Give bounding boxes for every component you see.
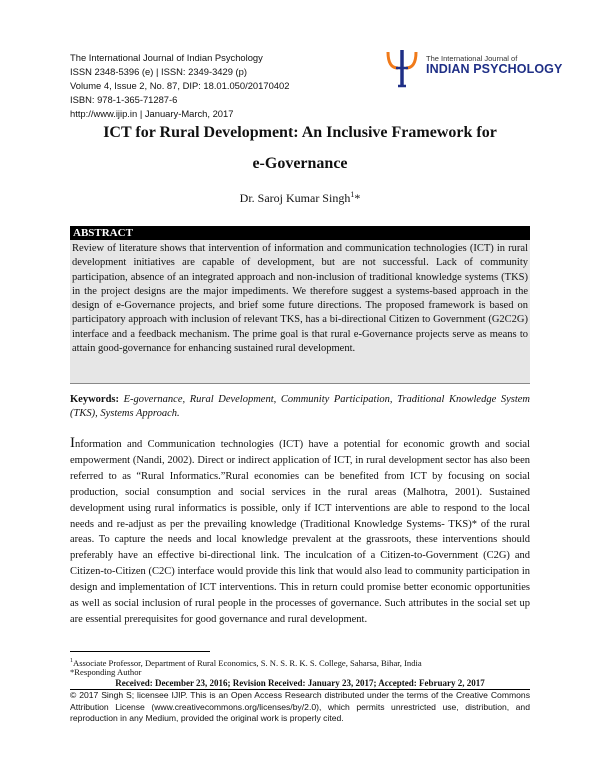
isbn: ISBN: 978-1-365-71287-6 [70, 94, 178, 105]
license-text: © 2017 Singh S; licensee IJIP. This is an Open Access Research distributed under the terms of the Creative Commons Attribution License (www.creativecommons.org/licenses/by/2.0), which permits unrestricted use, distribution, and reproduction in any Medium, provided the original work is properly cited. [70, 690, 530, 723]
author-star: * [354, 191, 361, 205]
body-paragraph [70, 436, 530, 628]
abstract-heading: ABSTRACT [70, 226, 530, 240]
received-dates: Received: December 23, 2016; Revision Received: January 23, 2017; Accepted: February 2, 2017 [115, 678, 485, 688]
footnote-mark: 1 [70, 658, 73, 664]
paper-title-line-2: e-Governance [252, 155, 348, 172]
trident-logo-icon [380, 46, 424, 90]
keywords-label: Keywords: [70, 394, 119, 405]
logo-subtitle: The International Journal of [426, 54, 518, 63]
paper-title-line-1: ICT for Rural Development: An Inclusive Framework for [103, 124, 497, 141]
logo-title: INDIAN PSYCHOLOGY [426, 62, 563, 76]
volume-info: Volume 4, Issue 2, No. 87, DIP: 18.01.050/20170402 [70, 80, 290, 91]
journal-logo [380, 46, 563, 90]
keywords-text: E-governance, Rural Development, Community Participation, Traditional Knowledge System (TKS), Systems Approach. [70, 394, 530, 419]
affiliation-text: Associate Professor, Department of Rural Economics, S. N. S. R. K. S. College, Saharsa, Bihar, India [73, 657, 422, 668]
issn: ISSN 2348-5396 (e) | ISSN: 2349-3429 (p) [70, 66, 248, 77]
footnote-responding: *Responding Author [70, 667, 142, 677]
body-text: nformation and Communication technologies (ICT) have a potential for economic growth and social empowerment (Nandi, 2002). Direct or indirect application of ICT, in rural development sector has also been referred to as “Rural Informatics.”Rural economies can be benefited from ICT by focusing on social production, social consumption and social services in the rural areas (Malhotra, 2001). Sustained development using rural informatics is possible, only if ICT interventions are able to respond to the local needs and re-adjust as per the prevailing knowledge (Traditional Knowledge Systems- TKS)* of the rural areas. To capture the needs and local knowledge prevalent at the grassroots, these interventions should preferably have an effective bi-directional link. The inculcation of a Citizen-to-Government (C2G) and Citizen-to-Citizen (C2C) interface would provide this link that would also lead to community participation in design and implementation of ICT interventions. This in return could promise better economic opportunities as well as social inclusion of rural people in the processes of governance. Such attributes in the social set up are essential prerequisites for good governance and rural development. [70, 439, 530, 625]
journal-meta [70, 51, 289, 121]
author-mark: 1 [350, 190, 355, 199]
author-line [70, 190, 530, 206]
keywords [70, 393, 530, 421]
footnote-divider [70, 651, 210, 652]
journal-name: The International Journal of Indian Psychology [70, 52, 263, 63]
drop-cap: I [70, 435, 75, 451]
author-name: Dr. Saroj Kumar Singh [239, 191, 351, 205]
journal-url[interactable]: http://www.ijip.in | January-March, 2017 [70, 108, 234, 119]
abstract-text: Review of literature shows that intervention of information and communication technologies (ICT) in rural development initiatives are capable of development, but are not successful. Lack of community participation, absence of an integrated approach and non-inclusion of traditional knowledge systems (TKS) in the project designs are the major impediments. We therefore suggest a systems-based approach in the design of e-Governance projects, and brief some future directions. The proposed framework is based on participatory approach with inclusion of relevant TKS, has a bi-directional Citizen to Government (G2C2G) interface and a feedback mechanism. The prime goal is that rural e-Governance projects serve as means to attain good-governance for enhancing sustained rural development. [72, 243, 528, 355]
